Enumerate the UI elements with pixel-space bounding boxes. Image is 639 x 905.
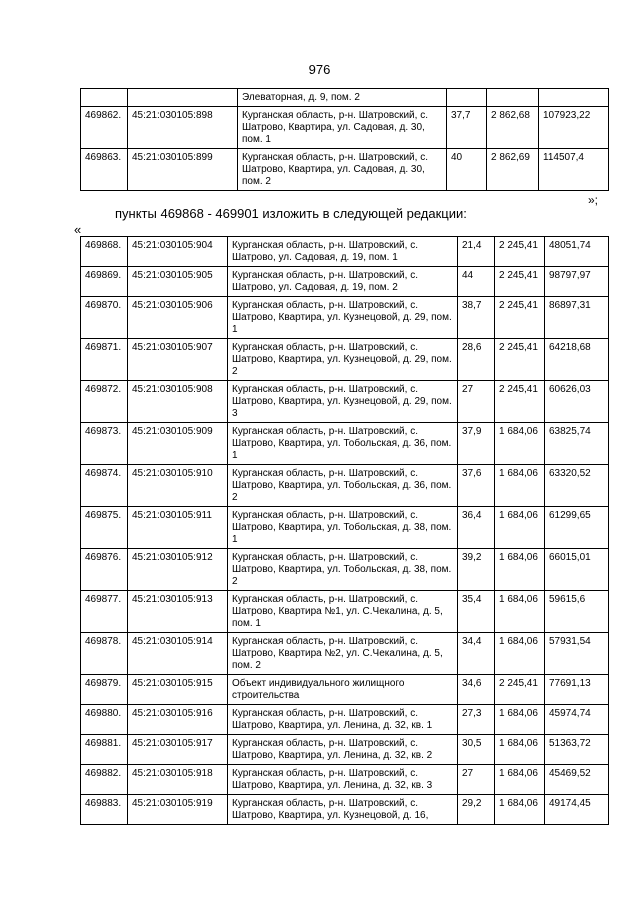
- cell-rate: 1 684,06: [495, 765, 545, 795]
- cell-address: Курганская область, р-н. Шатровский, с. Шатрово, ул. Садовая, д. 19, пом. 2: [228, 267, 458, 297]
- cell-cadastral: 45:21:030105:919: [128, 795, 228, 825]
- cell-address: Курганская область, р-н. Шатровский, с. Шатрово, Квартира, ул. Кузнецовой, д. 29, пом. 2: [228, 339, 458, 381]
- top-table: [80, 88, 609, 191]
- cell-cadastral: 45:21:030105:916: [128, 705, 228, 735]
- cell-address: Курганская область, р-н. Шатровский, с. Шатрово, Квартира, ул. Садовая, д. 30, пом. 1: [238, 107, 447, 149]
- table-row: [81, 465, 609, 507]
- cell-cadastral: 45:21:030105:898: [128, 107, 238, 149]
- cell-cadastral: [128, 89, 238, 107]
- table-row: [81, 107, 609, 149]
- cell-area: 27: [458, 381, 495, 423]
- cell-rate: 1 684,06: [495, 465, 545, 507]
- cell-rate: 1 684,06: [495, 423, 545, 465]
- cell-address: Курганская область, р-н. Шатровский, с. Шатрово, Квартира, ул. Кузнецовой, д. 29, пом. 3: [228, 381, 458, 423]
- opening-quote-mark: «: [74, 222, 82, 237]
- cell-value: 59615,6: [545, 591, 609, 633]
- cell-num: 469877.: [81, 591, 128, 633]
- cell-address: Курганская область, р-н. Шатровский, с. Шатрово, Квартира, ул. Тобольская, д. 38, пом. 1: [228, 507, 458, 549]
- cell-address: Курганская область, р-н. Шатровский, с. Шатрово, Квартира №1, ул. С.Чекалина, д. 5, пом. 1: [228, 591, 458, 633]
- cell-cadastral: 45:21:030105:915: [128, 675, 228, 705]
- cell-rate: 2 245,41: [495, 339, 545, 381]
- cell-cadastral: 45:21:030105:905: [128, 267, 228, 297]
- cell-value: 86897,31: [545, 297, 609, 339]
- table-row: [81, 297, 609, 339]
- cell-cadastral: 45:21:030105:909: [128, 423, 228, 465]
- table-row: [81, 381, 609, 423]
- cell-area: 37,9: [458, 423, 495, 465]
- cell-area: 37,6: [458, 465, 495, 507]
- cell-area: 34,4: [458, 633, 495, 675]
- cell-value: 45974,74: [545, 705, 609, 735]
- cell-address: Курганская область, р-н. Шатровский, с. Шатрово, Квартира, ул. Тобольская, д. 38, пом. 2: [228, 549, 458, 591]
- cell-value: 98797,97: [545, 267, 609, 297]
- cell-cadastral: 45:21:030105:912: [128, 549, 228, 591]
- cell-rate: 1 684,06: [495, 795, 545, 825]
- cell-cadastral: 45:21:030105:904: [128, 237, 228, 267]
- cell-rate: 2 245,41: [495, 381, 545, 423]
- cell-address: Курганская область, р-н. Шатровский, с. Шатрово, Квартира, ул. Тобольская, д. 36, пом. 2: [228, 465, 458, 507]
- cell-rate: 1 684,06: [495, 705, 545, 735]
- table-row: [81, 549, 609, 591]
- cell-address: Элеваторная, д. 9, пом. 2: [238, 89, 447, 107]
- table-row: [81, 267, 609, 297]
- table-row: [81, 89, 609, 107]
- cell-rate: 2 245,41: [495, 675, 545, 705]
- cell-cadastral: 45:21:030105:908: [128, 381, 228, 423]
- cell-value: 45469,52: [545, 765, 609, 795]
- cell-address: Курганская область, р-н. Шатровский, с. Шатрово, Квартира, ул. Кузнецовой, д. 29, пом. 1: [228, 297, 458, 339]
- cell-value: 114507,4: [539, 149, 609, 191]
- page-number: 976: [308, 62, 331, 77]
- cell-area: 35,4: [458, 591, 495, 633]
- cell-address: Курганская область, р-н. Шатровский, с. Шатрово, ул. Садовая, д. 19, пом. 1: [228, 237, 458, 267]
- cell-address: Курганская область, р-н. Шатровский, с. Шатрово, Квартира, ул. Ленина, д. 32, кв. 2: [228, 735, 458, 765]
- table-row: [81, 633, 609, 675]
- cell-num: 469862.: [81, 107, 128, 149]
- cell-area: [447, 89, 487, 107]
- cell-num: 469879.: [81, 675, 128, 705]
- cell-value: 63320,52: [545, 465, 609, 507]
- cell-rate: [487, 89, 539, 107]
- cell-num: 469872.: [81, 381, 128, 423]
- cell-cadastral: 45:21:030105:914: [128, 633, 228, 675]
- table-row: [81, 423, 609, 465]
- cell-rate: 1 684,06: [495, 549, 545, 591]
- cell-cadastral: 45:21:030105:910: [128, 465, 228, 507]
- cell-num: 469869.: [81, 267, 128, 297]
- table-row: [81, 339, 609, 381]
- cell-value: 57931,54: [545, 633, 609, 675]
- cell-num: 469875.: [81, 507, 128, 549]
- cell-value: 77691,13: [545, 675, 609, 705]
- cell-cadastral: 45:21:030105:917: [128, 735, 228, 765]
- table-row: [81, 705, 609, 735]
- cell-area: 34,6: [458, 675, 495, 705]
- table-row: [81, 149, 609, 191]
- main-table-body: [81, 237, 609, 825]
- cell-cadastral: 45:21:030105:899: [128, 149, 238, 191]
- cell-value: [539, 89, 609, 107]
- cell-area: 27: [458, 765, 495, 795]
- cell-address: Курганская область, р-н. Шатровский, с. Шатрово, Квартира №2, ул. С.Чекалина, д. 5, пом. 2: [228, 633, 458, 675]
- cell-rate: 2 245,41: [495, 267, 545, 297]
- cell-num: 469874.: [81, 465, 128, 507]
- table-row: [81, 675, 609, 705]
- top-table-body: [81, 89, 609, 191]
- cell-rate: 2 862,68: [487, 107, 539, 149]
- cell-rate: 2 245,41: [495, 297, 545, 339]
- cell-address: Курганская область, р-н. Шатровский, с. Шатрово, Квартира, ул. Тобольская, д. 36, пом. 1: [228, 423, 458, 465]
- cell-value: 107923,22: [539, 107, 609, 149]
- cell-num: 469871.: [81, 339, 128, 381]
- cell-area: 37,7: [447, 107, 487, 149]
- cell-value: 66015,01: [545, 549, 609, 591]
- cell-value: 61299,65: [545, 507, 609, 549]
- cell-area: 39,2: [458, 549, 495, 591]
- cell-num: [81, 89, 128, 107]
- cell-rate: 1 684,06: [495, 633, 545, 675]
- table-row: [81, 237, 609, 267]
- cell-address: Курганская область, р-н. Шатровский, с. Шатрово, Квартира, ул. Кузнецовой, д. 16,: [228, 795, 458, 825]
- main-table: [80, 236, 609, 825]
- cell-num: 469876.: [81, 549, 128, 591]
- cell-num: 469882.: [81, 765, 128, 795]
- table-row: [81, 591, 609, 633]
- cell-address: Курганская область, р-н. Шатровский, с. Шатрово, Квартира, ул. Ленина, д. 32, кв. 3: [228, 765, 458, 795]
- cell-area: 28,6: [458, 339, 495, 381]
- cell-area: 21,4: [458, 237, 495, 267]
- closing-quote-mark: »;: [588, 193, 599, 207]
- cell-rate: 1 684,06: [495, 735, 545, 765]
- cell-area: 38,7: [458, 297, 495, 339]
- cell-num: 469863.: [81, 149, 128, 191]
- cell-rate: 1 684,06: [495, 591, 545, 633]
- cell-value: 49174,45: [545, 795, 609, 825]
- cell-value: 63825,74: [545, 423, 609, 465]
- cell-area: 29,2: [458, 795, 495, 825]
- cell-cadastral: 45:21:030105:918: [128, 765, 228, 795]
- cell-cadastral: 45:21:030105:913: [128, 591, 228, 633]
- cell-rate: 2 245,41: [495, 237, 545, 267]
- cell-cadastral: 45:21:030105:911: [128, 507, 228, 549]
- cell-num: 469868.: [81, 237, 128, 267]
- cell-num: 469883.: [81, 795, 128, 825]
- cell-address: Курганская область, р-н. Шатровский, с. Шатрово, Квартира, ул. Ленина, д. 32, кв. 1: [228, 705, 458, 735]
- cell-rate: 2 862,69: [487, 149, 539, 191]
- cell-area: 44: [458, 267, 495, 297]
- cell-value: 60626,03: [545, 381, 609, 423]
- cell-area: 30,5: [458, 735, 495, 765]
- table-row: [81, 795, 609, 825]
- cell-num: 469870.: [81, 297, 128, 339]
- table-row: [81, 765, 609, 795]
- cell-address: Объект индивидуального жилищного строительства: [228, 675, 458, 705]
- cell-value: 64218,68: [545, 339, 609, 381]
- cell-num: 469873.: [81, 423, 128, 465]
- cell-cadastral: 45:21:030105:906: [128, 297, 228, 339]
- cell-value: 51363,72: [545, 735, 609, 765]
- cell-address: Курганская область, р-н. Шатровский, с. Шатрово, Квартира, ул. Садовая, д. 30, пом. 2: [238, 149, 447, 191]
- table-row: [81, 735, 609, 765]
- cell-num: 469878.: [81, 633, 128, 675]
- cell-rate: 1 684,06: [495, 507, 545, 549]
- cell-num: 469880.: [81, 705, 128, 735]
- cell-value: 48051,74: [545, 237, 609, 267]
- cell-cadastral: 45:21:030105:907: [128, 339, 228, 381]
- cell-area: 27,3: [458, 705, 495, 735]
- cell-num: 469881.: [81, 735, 128, 765]
- instruction-text: пункты 469868 - 469901 изложить в следующей редакции:: [115, 206, 467, 221]
- cell-area: 40: [447, 149, 487, 191]
- cell-area: 36,4: [458, 507, 495, 549]
- table-row: [81, 507, 609, 549]
